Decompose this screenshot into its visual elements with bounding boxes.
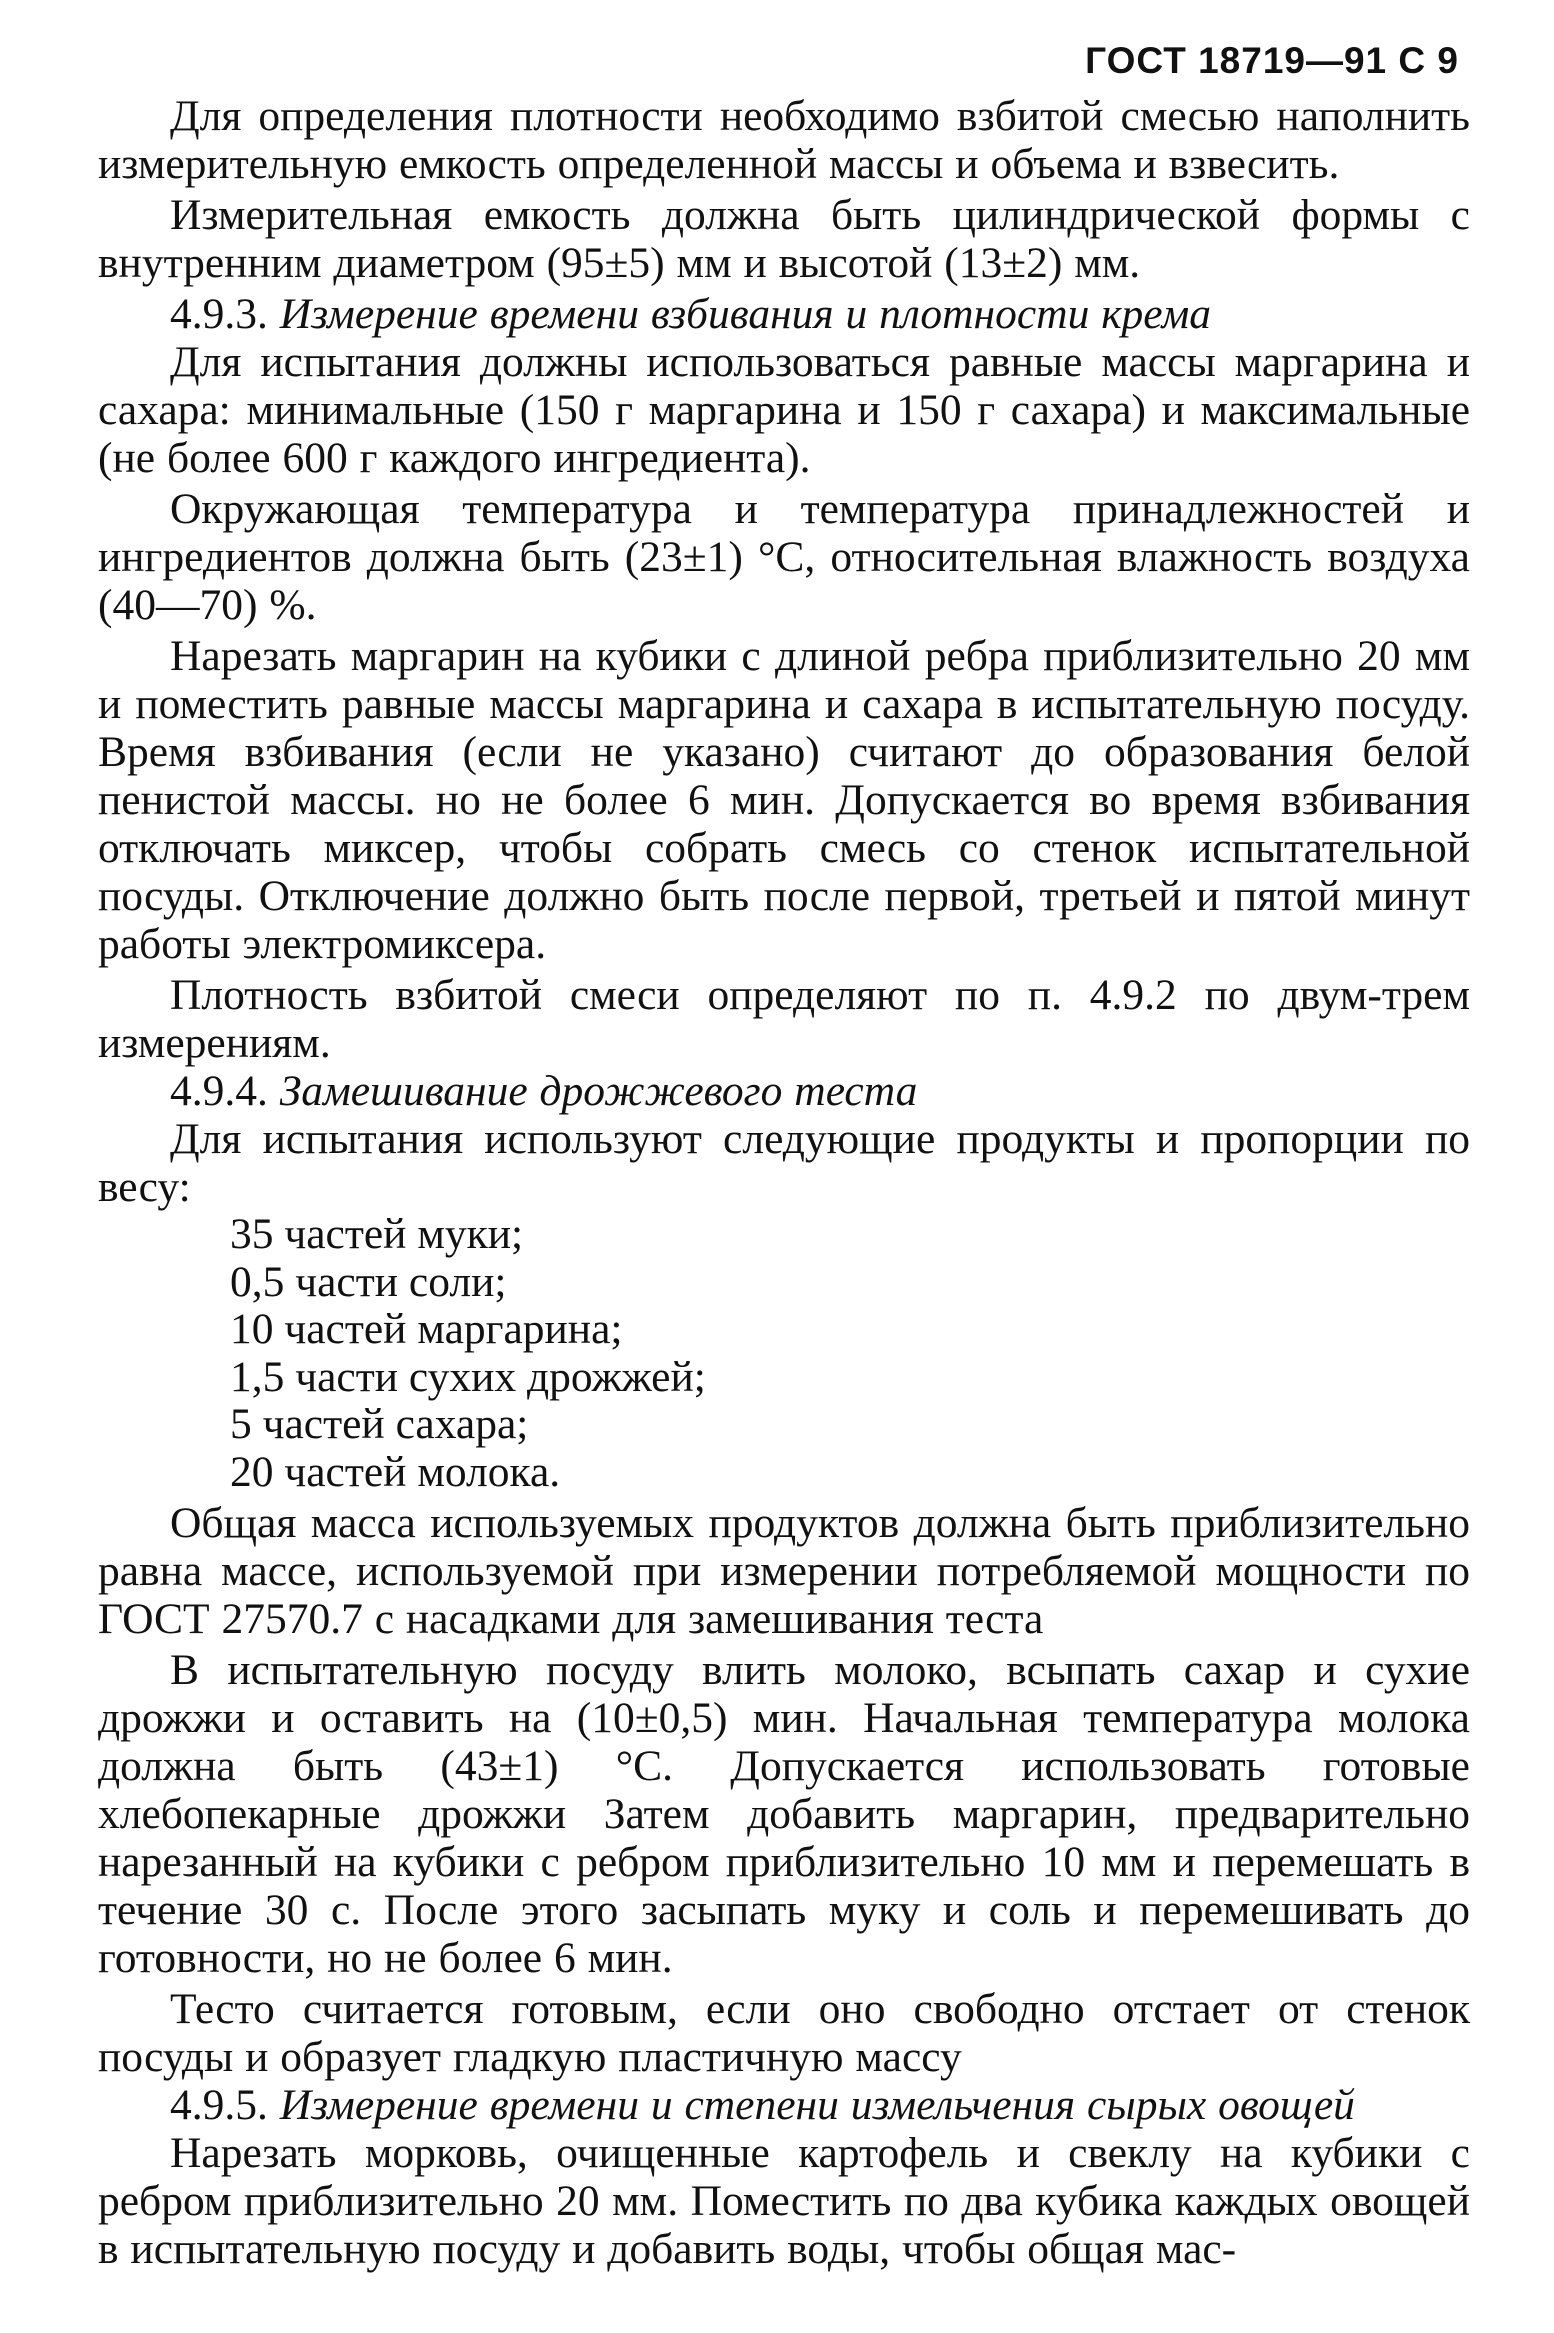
list-item: 0,5 части соли;: [230, 1257, 507, 1306]
section-title: Замешивание дрожжевого теста: [279, 1067, 918, 1115]
list-item: 5 частей сахара;: [230, 1400, 529, 1448]
paragraph-dough-ready: Тесто считается готовым, если оно свободно отстает от стенок посуды и образует гладкую пластичную массу: [98, 1985, 1470, 2081]
paragraph-container-shape: Измерительная емкость должна быть цилиндрической формы с внутренним диаметром (95±5) мм и высотой (13±2) мм.: [98, 191, 1470, 287]
paragraph-whipping-procedure: Нарезать маргарин на кубики с длиной ребра приблизительно 20 мм и поместить равные массы маргарина и сахара в испытательную посуду. Время взбивания (если не указано) считают до образования белой пенистой массы. но не более 6 мин. Допускается во время взбивания отключать миксер, чтобы собрать смесь со стенок испытательной посуды. Отключение должно быть после первой, третьей и пятой минут работы электромиксера.: [98, 632, 1470, 968]
paragraph-density-reference: Плотность взбитой смеси определяют по п. 4.9.2 по двум-трем измерениям.: [98, 971, 1470, 1067]
paragraph-total-mass: Общая масса используемых продуктов должна быть приблизительно равна массе, используемой при измерении потребляемой мощности по ГОСТ 27570.7 с насадками для замешивания теста: [98, 1499, 1470, 1643]
section-title: Измерение времени взбивания и плотности крема: [279, 290, 1212, 338]
document-body: [98, 92, 1470, 2273]
paragraph-vegetable-cutting: Нарезать морковь, очищенные картофель и свеклу на кубики с ребром приблизительно 20 мм. Поместить по два кубика каждых овощей в испытательную посуду и добавить воды, чтобы общая мас-: [98, 2129, 1470, 2273]
list-item: 20 частей молока.: [230, 1447, 561, 1496]
list-item: 35 частей муки;: [230, 1210, 524, 1258]
paragraph-dough-procedure: В испытательную посуду влить молоко, всыпать сахар и сухие дрожжи и оставить на (10±0,5) мин. Начальная температура молока должна быть (43±1) °С. Допускается использовать готовые хлебопекарные дрожжи Затем добавить маргарин, предварительно нарезанный на кубики с ребром приблизительно 10 мм и перемешать в течение 30 с. После этого засыпать муку и соль и перемешивать до готовности, но не более 6 мин.: [98, 1646, 1470, 1982]
section-heading-4-9-4: [98, 1067, 1470, 1115]
list-item: 10 частей маргарина;: [230, 1305, 623, 1353]
ingredient-list: [98, 1211, 1470, 1496]
page-header: ГОСТ 18719—91 С 9: [1085, 40, 1459, 81]
paragraph-cream-ingredients: Для испытания должны использоваться равные массы маргарина и сахара: минимальные (150 г маргарина и 150 г сахара) и максимальные (не более 600 г каждого ингредиента).: [98, 338, 1470, 482]
paragraph-temperature: Окружающая температура и температура принадлежностей и ингредиентов должна быть (23±1) °С, относительная влажность воздуха (40—70) %.: [98, 485, 1470, 629]
section-heading-4-9-5: [98, 2081, 1470, 2129]
list-item: 1,5 части сухих дрожжей;: [230, 1352, 706, 1401]
section-heading-4-9-3: [98, 290, 1470, 338]
section-number: 4.9.3.: [170, 290, 268, 338]
paragraph-dough-products: Для испытания используют следующие продукты и пропорции по весу:: [98, 1115, 1470, 1211]
paragraph-density-measurement: Для определения плотности необходимо взбитой смесью наполнить измерительную емкость определенной массы и объема и взвесить.: [98, 92, 1470, 188]
section-number: 4.9.5.: [170, 2081, 268, 2129]
section-number: 4.9.4.: [170, 1067, 268, 1115]
section-title: Измерение времени и степени измельчения сырых овощей: [279, 2081, 1355, 2129]
